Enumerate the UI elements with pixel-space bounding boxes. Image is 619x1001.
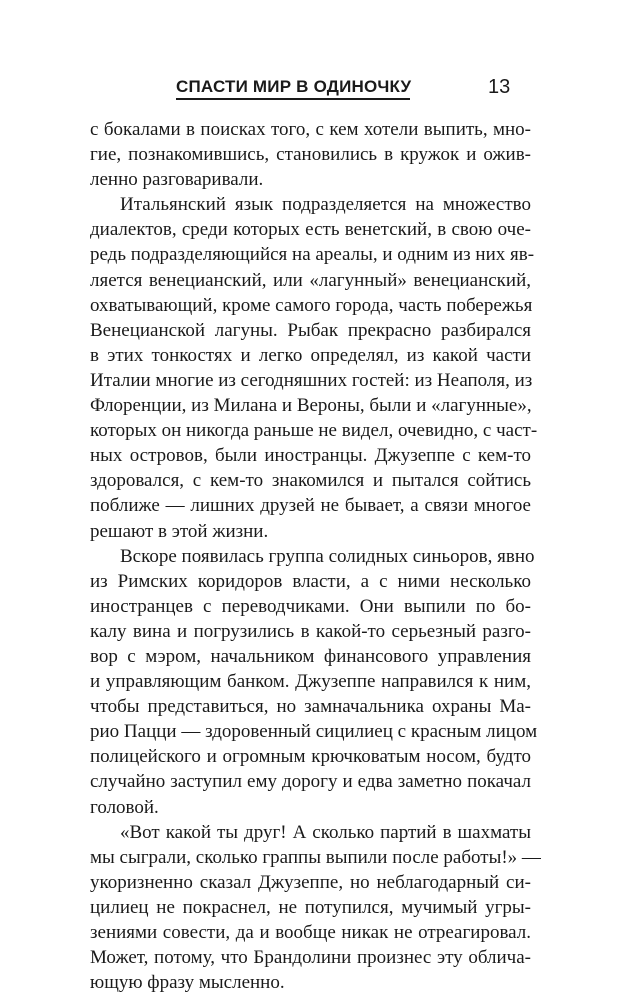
text-line: иностранцев с переводчиками. Они выпили по бо- (90, 595, 531, 617)
text-line: Может, потому, что Брандолини произнес эту облича- (90, 947, 531, 969)
text-line: случайно заступил ему дорогу и едва заметно покачал (90, 771, 531, 793)
text-line: гие, познакомившись, становились в кружок и ожив‑ (90, 144, 531, 166)
text-line: здоровался, с кем-то знакомился и пытался сойтись (90, 470, 531, 492)
text-line: в этих тонкостях и легко определял, из какой части (90, 344, 531, 366)
text-line: цилиец не покраснел, не потупился, мучимый угры- (90, 896, 531, 918)
text-line: полицейского и огромным крючковатым носом, будто (90, 746, 531, 768)
text-line: калу вина и погрузились в какой-то серьезный разго- (90, 620, 531, 642)
text-line: Итальянский язык подразделяется на множество (120, 194, 531, 216)
text-line: ленно разговаривали. (90, 169, 264, 191)
text-line: укоризненно сказал Джузеппе, но неблагодарный си- (90, 871, 531, 893)
running-title: СПАСТИ МИР В ОДИНОЧКУ (176, 77, 412, 96)
text-line: и управляющим банком. Джузеппе направился к ним, (90, 671, 531, 693)
text-line: чтобы представиться, но замначальника охраны Ма- (90, 696, 531, 718)
text-line: мы сыграли, сколько граппы выпили после работы!» — (90, 846, 541, 868)
header-underline (176, 98, 410, 100)
text-line: головой. (90, 796, 159, 818)
text-line: вор с мэром, начальником финансового управления (90, 645, 531, 667)
text-line: из Римских коридоров власти, а с ними несколько (90, 570, 531, 592)
text-line: Италии многие из сегодняшних гостей: из Неаполя, из (90, 369, 533, 391)
text-line: ющую фразу мысленно. (90, 972, 285, 994)
text-line: с бокалами в поисках того, с кем хотели выпить, мно- (90, 119, 531, 140)
text-line: рио Пацци — здоровенный сицилиец с красным лицом (90, 721, 538, 743)
text-line: охватывающий, кроме самого города, часть побережья (90, 294, 533, 316)
text-line: Венецианской лагуны. Рыбак прекрасно разбирался (90, 319, 531, 341)
page-header (0, 0, 619, 110)
text-line: ных островов, были иностранцы. Джузеппе с кем-то (90, 445, 531, 467)
body-text (90, 117, 541, 995)
text-line: редь подразделяющийся на ареалы, и одним из них яв- (90, 244, 535, 266)
text-line: «Вот какой ты друг! А сколько партий в шахматы (120, 821, 531, 843)
text-line: решают в этой жизни. (90, 520, 269, 542)
text-line: диалектов, среди которых есть венетский, в свою оче- (90, 219, 531, 241)
text-line: Вскоре появилась группа солидных синьоров, явно (120, 545, 535, 567)
text-line: ляется венецианский, или «лагунный» венецианский, (90, 269, 531, 291)
text-line: Флоренции, из Милана и Вероны, были и «лагунные», (90, 395, 532, 417)
text-line: зениями совести, да и вообще никак не отреагировал. (90, 922, 531, 943)
page-number: 13 (488, 76, 511, 98)
text-line: которых он никогда раньше не видел, очевидно, с част- (90, 420, 538, 442)
text-line: поближе — лишних друзей не бывает, а связи многое (90, 495, 531, 517)
